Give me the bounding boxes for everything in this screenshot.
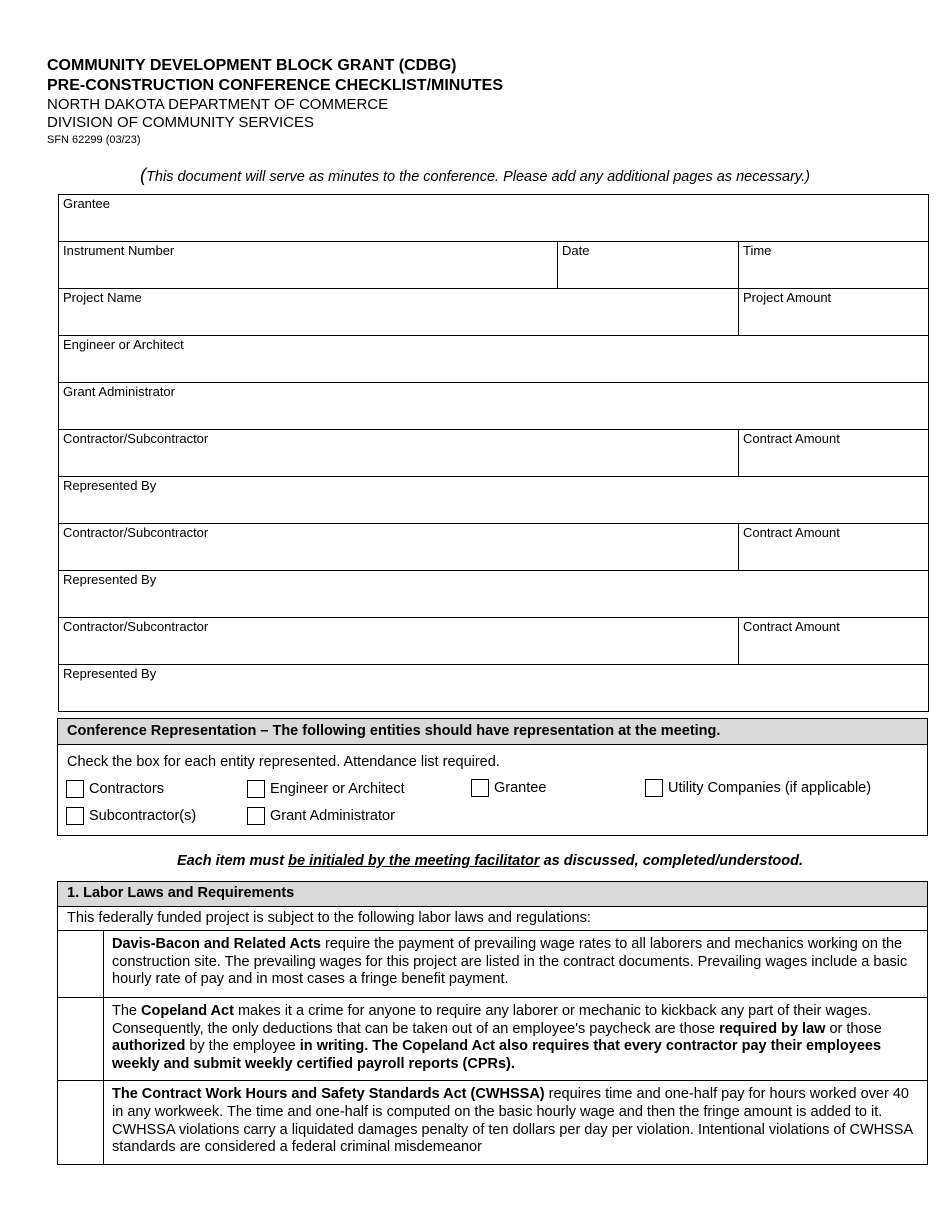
- represented-by-label-1: Represented By: [63, 478, 157, 493]
- conference-representation-section: [57, 718, 928, 836]
- copeland-b1: Copeland Act: [141, 1003, 234, 1019]
- minutes-note: [0, 165, 950, 186]
- contractor-label-1: Contractor/Subcontractor: [63, 431, 209, 446]
- copeland-t1: The: [112, 1003, 142, 1019]
- instrument-number-label: Instrument Number: [63, 243, 175, 258]
- facilitator-text-underlined: be initialed by the meeting facilitator: [288, 853, 540, 869]
- contract-amount-field-3[interactable]: [739, 618, 929, 665]
- time-field[interactable]: [739, 242, 929, 289]
- engineer-field[interactable]: [59, 336, 929, 383]
- time-label: Time: [743, 243, 772, 258]
- checkbox-box[interactable]: [66, 807, 84, 825]
- davis-bacon-bold: Davis-Bacon and Related Acts: [112, 936, 321, 952]
- conference-info-table: [58, 194, 929, 712]
- engineer-label: Engineer or Architect: [63, 337, 184, 352]
- initial-box-copeland[interactable]: [58, 998, 104, 1081]
- davis-bacon-body: require the payment of prevailing wage rates to all laborers and mechanics working on the construction site. The prevailing wages for this project are listed in the contract documents. Prevailing wages include a basic hourly rate of pay and in most cases a fringe benefit payment.: [112, 936, 908, 988]
- date-label: Date: [562, 243, 590, 258]
- grant-admin-field[interactable]: [59, 383, 929, 430]
- division-name: DIVISION OF COMMUNITY SERVICES: [47, 114, 314, 131]
- labor-heading: 1. Labor Laws and Requirements: [58, 882, 928, 907]
- represented-by-field-3[interactable]: [59, 665, 929, 712]
- representation-heading: Conference Representation – The following entities should have representation at the meeting.: [58, 719, 927, 745]
- checkbox-engineer[interactable]: [247, 780, 405, 798]
- copeland-b4: in writing. The Copeland Act also requires that every contractor pay their employees weekly and submit weekly certified payroll reports (CPRs).: [112, 1038, 882, 1072]
- checkbox-label: Grant Administrator: [270, 808, 395, 824]
- checkbox-label: Grantee: [494, 780, 547, 796]
- contract-amount-label-3: Contract Amount: [743, 619, 840, 634]
- copeland-b2: required by law: [719, 1020, 826, 1037]
- grantee-label: Grantee: [63, 196, 110, 211]
- cwhssa-bold: The Contract Work Hours and Safety Standards Act (CWHSSA): [112, 1086, 545, 1103]
- copeland-text: [104, 998, 928, 1081]
- representation-body: [58, 745, 927, 835]
- agency-name: NORTH DAKOTA DEPARTMENT OF COMMERCE: [47, 96, 389, 113]
- checkbox-box[interactable]: [645, 779, 663, 797]
- contract-amount-label-1: Contract Amount: [743, 431, 840, 446]
- contract-amount-field-1[interactable]: [739, 430, 929, 477]
- checkbox-box[interactable]: [471, 779, 489, 797]
- facilitator-text-after: as discussed, completed/understood.: [539, 853, 804, 869]
- contractor-field-2[interactable]: [59, 524, 739, 571]
- checkbox-grantee[interactable]: [471, 779, 546, 797]
- checkbox-box[interactable]: [247, 780, 265, 798]
- form-number: SFN 62299 (03/23): [47, 134, 141, 146]
- copeland-t4: by the employee: [185, 1038, 300, 1055]
- checkbox-box[interactable]: [66, 780, 84, 798]
- representation-instruction: Check the box for each entity represented. Attendance list required.: [67, 754, 500, 770]
- checkbox-subcontractors[interactable]: [66, 807, 196, 825]
- labor-intro: This federally funded project is subject to the following labor laws and regulations:: [58, 907, 928, 931]
- facilitator-instruction: [0, 853, 950, 869]
- represented-by-field-1[interactable]: [59, 477, 929, 524]
- checkbox-label: Utility Companies (if applicable): [668, 780, 872, 796]
- copeland-b3: authorized: [112, 1038, 186, 1055]
- contract-amount-field-2[interactable]: [739, 524, 929, 571]
- grantee-field[interactable]: [59, 195, 929, 242]
- note-text: This document will serve as minutes to the conference. Please add any additional pages as necessary.): [146, 169, 810, 185]
- represented-by-label-2: Represented By: [63, 572, 157, 587]
- initial-box-cwhssa[interactable]: [58, 1081, 104, 1165]
- contractor-field-1[interactable]: [59, 430, 739, 477]
- project-name-label: Project Name: [63, 290, 142, 305]
- copeland-t3: or those: [825, 1020, 882, 1037]
- date-field[interactable]: [558, 242, 739, 289]
- project-amount-field[interactable]: [739, 289, 929, 336]
- contractor-label-3: Contractor/Subcontractor: [63, 619, 209, 634]
- form-header: [47, 56, 503, 147]
- copeland-t2: makes it a crime for anyone to require any laborer or mechanic to kickback any part of their wages. Consequently, the only deductions that can be taken out of an employee's paycheck are those: [112, 1003, 872, 1037]
- cwhssa-body: requires time and one-half pay for hours worked over 40 in any workweek. The time and one-half is computed on the basic hourly wage and then the fringe amount is added to it. CWHSSA violations carry a liquidated damages penalty of ten dollars per day per violation. Intentional violations of CWHSSA standards are considered a federal criminal misdemeanor: [112, 1086, 913, 1156]
- contract-amount-label-2: Contract Amount: [743, 525, 840, 540]
- represented-by-field-2[interactable]: [59, 571, 929, 618]
- project-name-field[interactable]: [59, 289, 739, 336]
- cwhssa-text: [104, 1081, 928, 1165]
- project-amount-label: Project Amount: [743, 290, 832, 305]
- represented-by-label-3: Represented By: [63, 666, 157, 681]
- grant-admin-label: Grant Administrator: [63, 384, 175, 399]
- checkbox-contractors[interactable]: [66, 780, 164, 798]
- contractor-field-3[interactable]: [59, 618, 739, 665]
- labor-laws-table: [57, 881, 928, 1165]
- checkbox-label: Subcontractor(s): [89, 808, 197, 824]
- form-title-line2: PRE-CONSTRUCTION CONFERENCE CHECKLIST/MINUTES: [47, 77, 504, 94]
- checkbox-label: Engineer or Architect: [270, 781, 405, 797]
- checkbox-label: Contractors: [89, 781, 164, 797]
- facilitator-text-before: Each item must: [176, 853, 289, 869]
- contractor-label-2: Contractor/Subcontractor: [63, 525, 209, 540]
- checkbox-box[interactable]: [247, 807, 265, 825]
- initial-box-davis-bacon[interactable]: [58, 931, 104, 998]
- davis-bacon-text: [104, 931, 928, 998]
- instrument-number-field[interactable]: [59, 242, 558, 289]
- note-open-paren: (: [140, 165, 147, 185]
- checkbox-utility[interactable]: [645, 779, 871, 797]
- checkbox-grant-admin[interactable]: [247, 807, 395, 825]
- form-title-line1: COMMUNITY DEVELOPMENT BLOCK GRANT (CDBG): [47, 57, 457, 74]
